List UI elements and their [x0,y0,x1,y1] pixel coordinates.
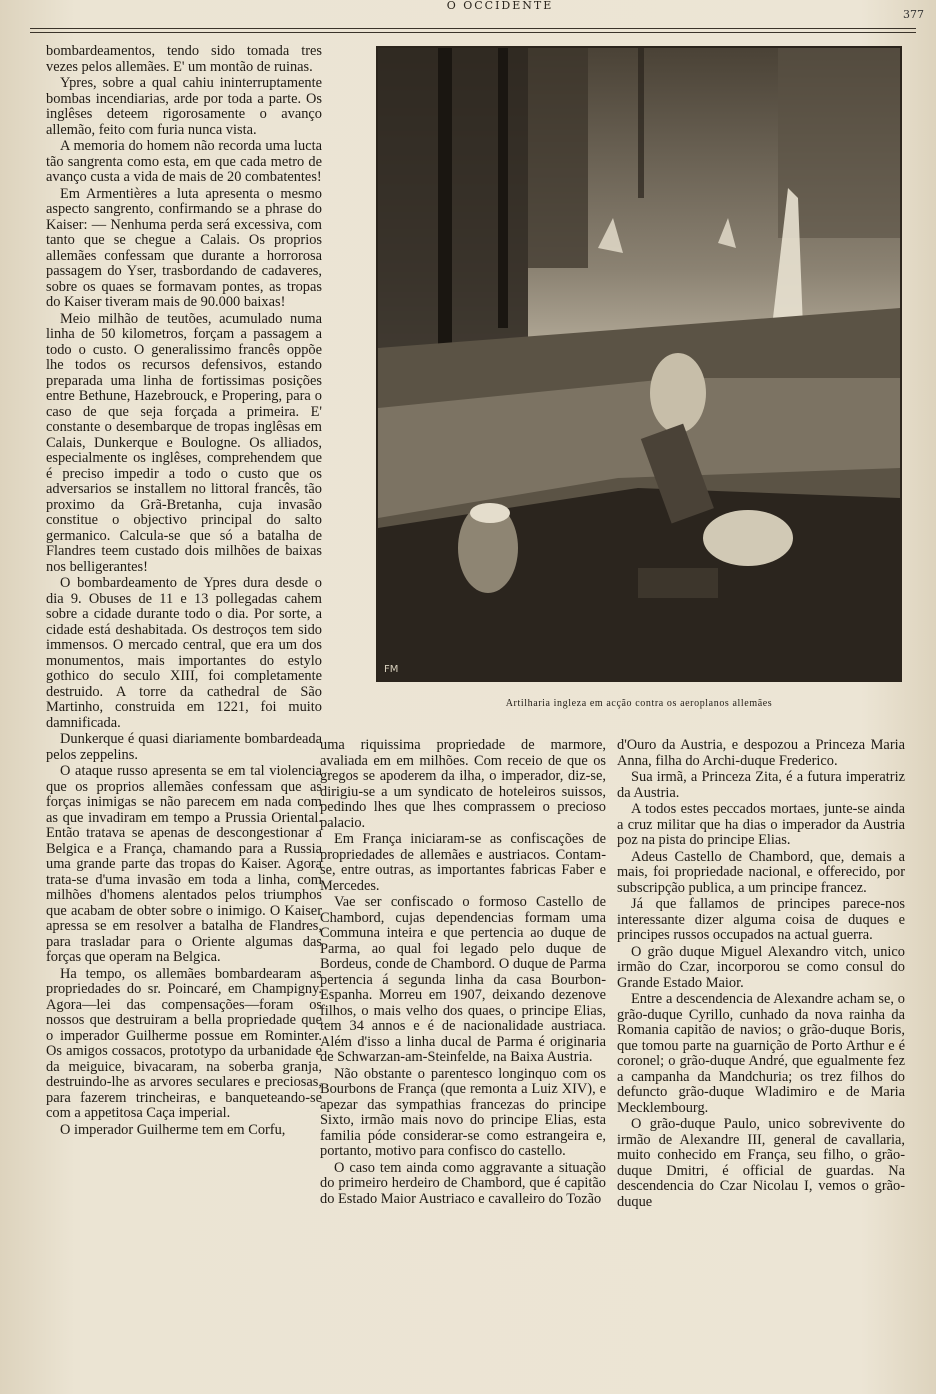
paragraph: d'Ouro da Austria, e despozou a Princeza Maria Anna, filha do Archi-duque Frederico. [617,737,905,769]
paragraph: Em França iniciaram-se as confiscações de propriedades de allemães e austriacos. Contam-se, entre outras, as importantes fabricas Faber e Mercedes. [320,831,606,894]
paragraph: uma riquissima propriedade de marmore, avaliada em em milhões. Com receio de que os gregos se apoderem da ilha, o imperador, diz-se, dirigiu-se a um syndicato de hoteleiros suissos, pedindo lhes que lhes comprassem o precioso palacio. [320,737,606,831]
paragraph: Não obstante o parentesco longinquo com os Bourbons de França (que remonta a Luiz XIV), e apezar das sympathias francezas do principe Sixto, irmão mais novo do principe Elias, esta familia póde considerar-se como estrangeira e, portanto, motivo para confisco do castello. [320,1065,606,1159]
paragraph: O caso tem ainda como aggravante a situação do primeiro herdeiro de Chambord, que é capitão do Estado Maior Austriaco e cavalleiro do Tozão [320,1159,606,1207]
paragraph: A todos estes peccados mortaes, junte-se ainda a cruz militar que ha dias o imperador da Austria poz na pista do principe Elias. [617,801,905,848]
paragraph: O imperador Guilherme tem em Corfu, [60,1121,286,1138]
header-rule-secondary [30,32,916,33]
header-rule [30,28,916,29]
paragraph: Sua irmã, a Princeza Zita, é a futura imperatriz da Austria. [617,769,905,801]
paragraph: bombardeamentos, tendo sido tomada tres vezes pelos allemães. E' um montão de ruinas. [46,43,322,75]
article-column-3 [617,738,905,1211]
article-column-1 [46,44,322,1139]
engraving-image [378,48,900,680]
paragraph: Dunkerque é quasi diariamente bombardeada pelos zeppelins. [46,731,322,763]
page-number: 377 [903,8,924,21]
paragraph: Ha tempo, os allemães bombardearam as propriedades do sr. Poincaré, em Champigny. Agora—lei das compensações—foram os nossos que destruiram a bella propriedade que o imperador Guilherme possue em Rominter. Os amigos cossacos, prototypo da urbanidade e da meiguice, bivacaram, na soberba granja, destruindo-lhe as arvores seculares e preciosas, para fazerem trincheiras, e banqueteando-se com a appetitosa Caça imperial. [46,965,322,1121]
paragraph: Ypres, sobre a qual cahiu ininterruptamente bombas incendiarias, arde por toda a parte. Os inglêses deteem rigorosamente o avanço allemão, feito com furia nunca vista. [46,75,322,138]
paragraph: O grão duque Miguel Alexandro vitch, unico irmão do Czar, incorporou se como consul do Grande Estado Maior. [617,943,905,991]
figure-caption: Artilharia ingleza em acção contra os aeroplanos allemães [505,698,773,709]
paragraph: O ataque russo apresenta se em tal violencia que os proprios allemães confessam que as forças inimigas se não parecem em nada com as que invadiram em tempo a Prussia Oriental. Então tratava se apenas de descongestionar a Belgica e a França, chamando para a Russia uma grande parte das tropas do Kaiser. Agora trata-se d'uma invasão em toda a linha, com milhões d'homens alentados pelos triumphos que acabam de obter sobre o inimigo. O Kaiser apressa se em resolver a batalha de Flandres, para trasladar para o Oriente algumas das forças que operam na Belgica. [46,763,322,965]
war-illustration [376,46,902,682]
paragraph: O bombardeamento de Ypres dura desde o dia 9. Obuses de 11 e 13 pollegadas cahem sobre a cidade durante todo o dia. Por sorte, a cidade está deshabitada. Os destroços tem sido immensos. O mercado central, que era um dos monumentos, mais importantes do estylo gothico do seculo XIII, foi completamente destruido. A torre da cathedral de São Martinho, construida em 1221, foi muito damnificada. [46,575,322,731]
paragraph: O grão-duque Paulo, unico sobrevivente do irmão de Alexandre III, general de cavallaria, muito conhecido em França, seu filho, o grão-duque Dmitri, é official de guardas. Na descendencia do Czar Nicolau I, vemos o grão-duque [617,1116,905,1210]
paragraph: Entre a descendencia de Alexandre acham se, o grão-duque Cyrillo, cunhado da nova rainha da Romania capitão de navios; o grão-duque Boris, que tomou parte na guarnição de Porto Arthur e é coronel; o grão-duque André, que egualmente fez a campanha da Mandchuria; os trez filhos do defuncto grão-duque Wladimiro e de Maria Mecklembourg. [617,991,905,1116]
paragraph: Em Armentières a luta apresenta o mesmo aspecto sangrento, confirmando se a phrase do Kaiser: — Nenhuma perda será excessiva, com tanto que se chegue a Calais. Os proprios allemães confessam que durante a horrorosa passagem do Yser, trasbordando de cadaveres, sobre os quaes se formavam pontes, as tropas do Kaiser tiveram mais de 90.000 baixas! [46,185,322,310]
paragraph: A memoria do homem não recorda uma lucta tão sangrenta como esta, em que cada metro de avanço custa a vida de mais de 20 combatentes! [46,138,322,185]
paragraph: Adeus Castello de Chambord, que, demais a mais, foi propriedade nacional, e offerecido, por subscripção publica, a um principe francez. [617,848,905,896]
masthead: O OCCIDENTE [446,0,554,12]
paragraph: Vae ser confiscado o formoso Castello de Chambord, cujas dependencias formam uma Communa inteira e que pertencia ao duque de Parma, ao qual foi legado pelo duque de Bordeus, conde de Chambord. O duque de Parma pertencia á segunda linha da casa Bourbon-Espanha. Morreu em 1907, deixando dezenove filhos, o mais velho dos quaes, o principe Elias, tem 34 annos e é de nacionalidade austriaca. Além d'isso a linha ducal de Parma é originaria de Schwarzan-am-Steinfelde, na Baixa Austria. [320,894,606,1065]
article-column-2 [320,738,606,1208]
paragraph: Já que fallamos de principes parece-nos interessante dizer alguma coisa de duques e principes russos occupados na actual guerra. [617,896,905,943]
paragraph: Meio milhão de teutões, acumulado numa linha de 50 kilometros, forçam a passagem a todo o custo. O generalissimo francês oppõe lhe todos os recursos defensivos, estando preparada uma linha de fortissimas posições entre Bethune, Hazebrouck, e Propering, para o caso de que seja forçada a primeira. E' constante o desembarque de tropas inglêsas em Calais, Dunkerque e Boulogne. Os alliados, especialmente os inglêses, comprehendem que é preciso impedir a todo o custo que os adversarios se installem no littoral francês, tão proximo da Grã-Bretanha, cuja invasão constitue o objectivo principal do salto germanico. Calcula-se que só a batalha de Flandres teem custado dois milhões de baixas nos belligerantes! [46,310,322,575]
artist-signature: FM [384,664,399,675]
